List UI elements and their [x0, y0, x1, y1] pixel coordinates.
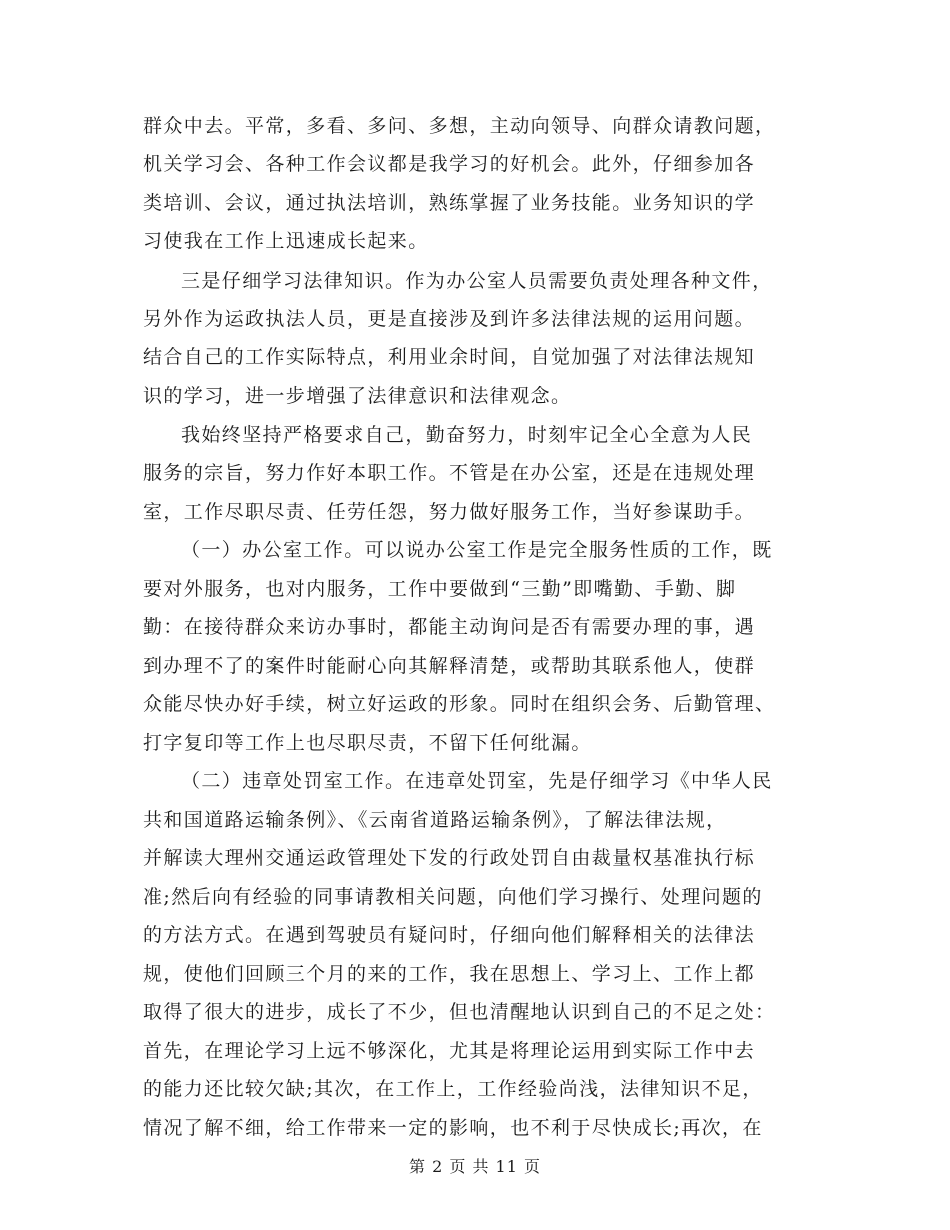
paragraph-start-line: （二）违章处罚室工作。在违章处罚室，先是仔细学习《中华人民: [181, 770, 773, 792]
text-line: 另外作为运政执法人员，更是直接涉及到许多法律法规的运用问题。: [143, 308, 756, 330]
text-line: 勤：在接待群众来访办事时，都能主动询问是否有需要办理的事，遇: [143, 616, 756, 638]
text-line: 取得了很大的进步，成长了不少，但也清醒地认识到自己的不足之处：: [143, 1001, 776, 1023]
text-line: 共和国道路运输条例》、《云南省道路运输条例》，了解法律法规，: [143, 809, 727, 831]
text-line: 室，工作尽职尽责、任劳任怨，努力做好服务工作，当好参谋助手。: [143, 501, 756, 523]
text-line: 结合自己的工作实际特点，利用业余时间，自觉加强了对法律法规知: [143, 346, 756, 368]
text-line: 并解读大理州交通运政管理处下发的行政处罚自由裁量权基准执行标: [143, 847, 756, 869]
page-footer: 第 2 页 共 11 页: [409, 1157, 541, 1176]
text-line: 服务的宗旨，努力作好本职工作。不管是在办公室，还是在违规处理: [143, 462, 756, 484]
text-line: 习使我在工作上迅速成长起来。: [143, 230, 429, 252]
text-line: 规，使他们回顾三个月的来的工作，我在思想上、学习上、工作上都: [143, 963, 756, 985]
text-line: 群众中去。平常，多看、多问、多想，主动向领导、向群众请教问题，: [143, 115, 776, 137]
paragraph-start-line: 三是仔细学习法律知识。作为办公室人员需要负责处理各种文件，: [181, 270, 773, 292]
text-line: 到办理不了的案件时能耐心向其解释清楚，或帮助其联系他人，使群: [143, 655, 756, 677]
text-line: 机关学习会、各种工作会议都是我学习的好机会。此外，仔细参加各: [143, 153, 756, 175]
text-line: 首先，在理论学习上远不够深化，尤其是将理论运用到实际工作中去: [143, 1040, 756, 1062]
text-line: 众能尽快办好手续，树立好运政的形象。同时在组织会务、后勤管理、: [143, 693, 776, 715]
text-line: 要对外服务，也对内服务，工作中要做到“三勤”即嘴勤、手勤、脚: [143, 578, 737, 600]
text-line: 的能力还比较欠缺;其次，在工作上，工作经验尚浅，法律知识不足，: [143, 1078, 763, 1100]
text-line: 打字复印等工作上也尽职尽责，不留下任何纰漏。: [143, 732, 592, 754]
text-line: 识的学习，进一步增强了法律意识和法律观念。: [143, 385, 572, 407]
text-line: 类培训、会议，通过执法培训，熟练掌握了业务技能。业务知识的学: [143, 192, 756, 214]
paragraph-start-line: 我始终坚持严格要求自己，勤奋努力，时刻牢记全心全意为人民: [181, 424, 753, 446]
text-line: 的方法方式。在遇到驾驶员有疑问时，仔细向他们解释相关的法律法: [143, 924, 756, 946]
text-line: 准;然后向有经验的同事请教相关问题，向他们学习操行、处理问题的: [143, 886, 763, 908]
paragraph-start-line: （一）办公室工作。可以说办公室工作是完全服务性质的工作，既: [181, 539, 773, 561]
text-line: 情况了解不细，给工作带来一定的影响，也不利于尽快成长;再次，在: [143, 1117, 763, 1139]
